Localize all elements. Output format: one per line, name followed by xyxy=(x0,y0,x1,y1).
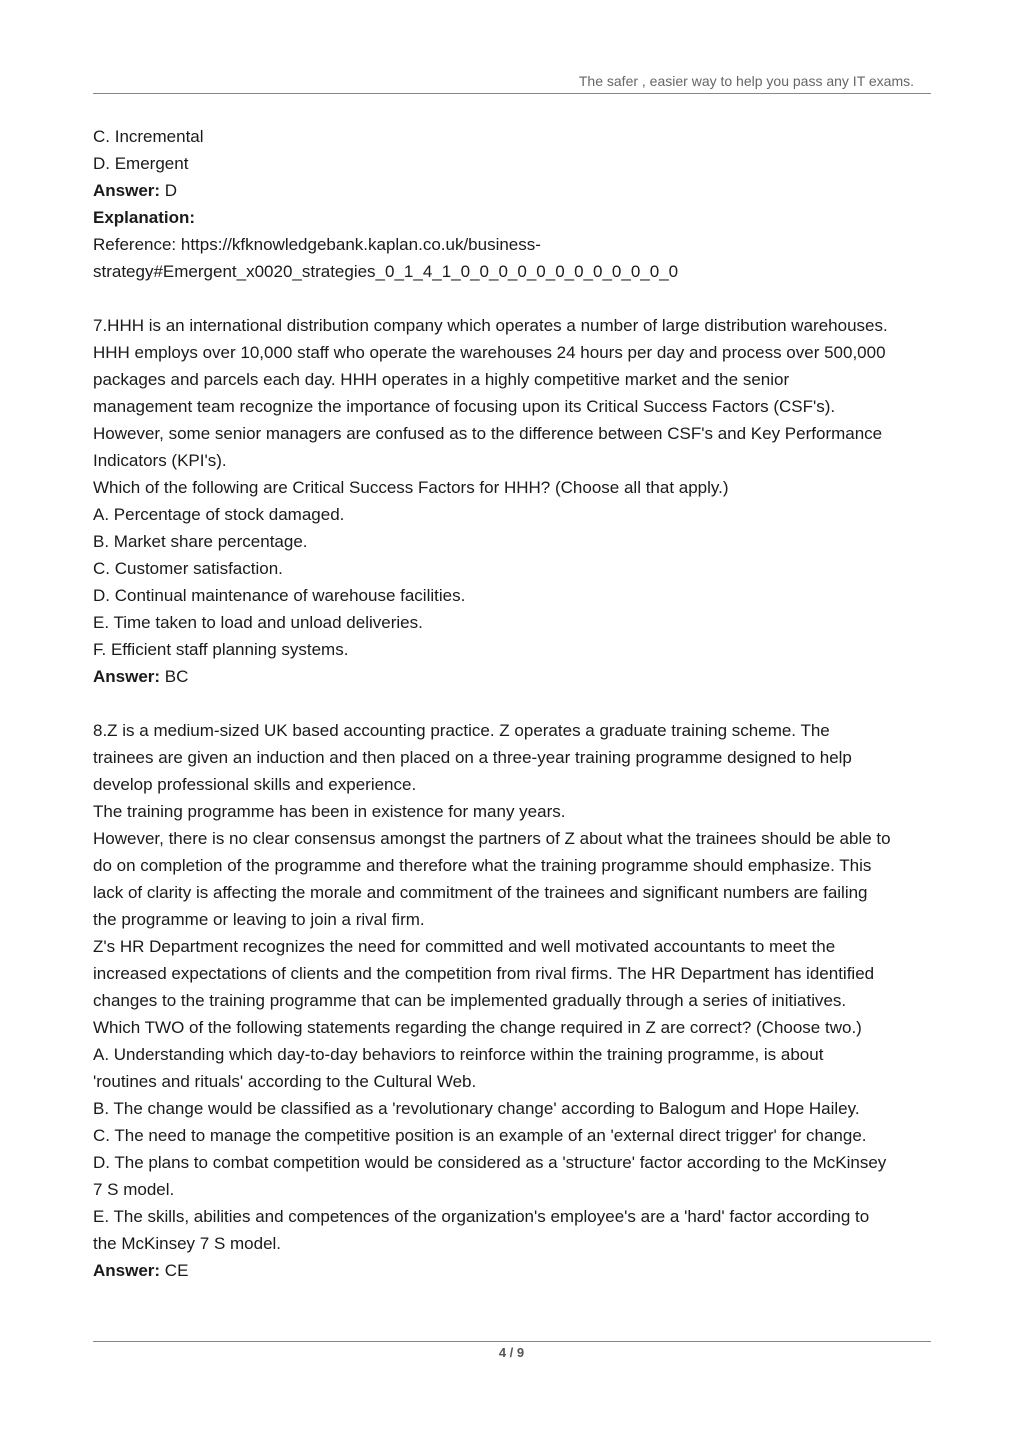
q6-option-c: C. Incremental xyxy=(93,127,204,146)
q7-text-line: HHH employs over 10,000 staff who operate the warehouses 24 hours per day and process over 500,000 xyxy=(93,343,886,362)
header-divider xyxy=(93,93,931,94)
page-number: 4 / 9 xyxy=(498,1345,525,1360)
q7-text-line: However, some senior managers are confused as to the difference between CSF's and Key Performance xyxy=(93,424,883,443)
q7-option: F. Efficient staff planning systems. xyxy=(93,640,349,659)
answer-label: Answer: xyxy=(93,1261,161,1280)
q8-option-line: A. Understanding which day-to-day behaviors to reinforce within the training programme, is about xyxy=(93,1045,824,1064)
q8-text-line: Which TWO of the following statements regarding the change required in Z are correct? (Choose two.) xyxy=(93,1018,862,1037)
q8-option-line: B. The change would be classified as a 'revolutionary change' according to Balogum and Hope Hailey. xyxy=(93,1099,860,1118)
q8-text-line: Z's HR Department recognizes the need for committed and well motivated accountants to meet the xyxy=(93,937,836,956)
q8-text-line: 8.Z is a medium-sized UK based accounting practice. Z operates a graduate training scheme. The xyxy=(93,721,830,740)
answer-value: CE xyxy=(160,1261,189,1280)
q7-text-line: 7.HHH is an international distribution company which operates a number of large distribution warehouses. xyxy=(93,316,888,335)
q6-explanation-label: Explanation: xyxy=(93,208,196,227)
q7-text-line: management team recognize the importance of focusing upon its Critical Success Factors (CSF's). xyxy=(93,397,836,416)
q6-reference-line: strategy#Emergent_x0020_strategies_0_1_4_1_0_0_0_0_0_0_0_0_0_0_0_0 xyxy=(93,262,679,281)
q7-text-line: Which of the following are Critical Success Factors for HHH? (Choose all that apply.) xyxy=(93,478,729,497)
header-tagline: The safer , easier way to help you pass any IT exams. xyxy=(578,73,914,89)
question-7 xyxy=(93,312,938,690)
q7-option: D. Continual maintenance of warehouse facilities. xyxy=(93,586,466,605)
q7-option: A. Percentage of stock damaged. xyxy=(93,505,345,524)
q8-option-line: 'routines and rituals' according to the Cultural Web. xyxy=(93,1072,477,1091)
q8-answer xyxy=(93,1257,938,1284)
q6-reference-line: Reference: https://kfknowledgebank.kaplan.co.uk/business- xyxy=(93,235,541,254)
q8-text-line: develop professional skills and experience. xyxy=(93,775,417,794)
q7-option: B. Market share percentage. xyxy=(93,532,308,551)
answer-value: D xyxy=(160,181,178,200)
q7-text-line: Indicators (KPI's). xyxy=(93,451,227,470)
q8-text-line: The training programme has been in existence for many years. xyxy=(93,802,566,821)
answer-value: BC xyxy=(160,667,189,686)
page-content xyxy=(93,123,938,1284)
q8-text-line: lack of clarity is affecting the morale and commitment of the trainees and significant numbers are failing xyxy=(93,883,868,902)
q8-option-line: 7 S model. xyxy=(93,1180,175,1199)
q8-option-line: E. The skills, abilities and competences of the organization's employee's are a 'hard' factor according to xyxy=(93,1207,870,1226)
q7-answer xyxy=(93,663,938,690)
q8-text-line: changes to the training programme that can be implemented gradually through a series of initiatives. xyxy=(93,991,847,1010)
q8-text-line: the programme or leaving to join a rival firm. xyxy=(93,910,425,929)
q7-option: C. Customer satisfaction. xyxy=(93,559,283,578)
q8-option-line: the McKinsey 7 S model. xyxy=(93,1234,282,1253)
q8-text-line: do on completion of the programme and therefore what the training programme should emphasize. This xyxy=(93,856,872,875)
footer-divider xyxy=(93,1341,931,1342)
question-8 xyxy=(93,717,938,1284)
answer-label: Answer: xyxy=(93,181,161,200)
q7-option: E. Time taken to load and unload deliveries. xyxy=(93,613,423,632)
q6-answer xyxy=(93,177,938,204)
answer-label: Answer: xyxy=(93,667,161,686)
q8-text-line: trainees are given an induction and then placed on a three-year training programme designed to help xyxy=(93,748,852,767)
q8-option-line: D. The plans to combat competition would be considered as a 'structure' factor according to the McKinsey xyxy=(93,1153,887,1172)
q8-text-line: increased expectations of clients and the competition from rival firms. The HR Department has identified xyxy=(93,964,875,983)
q8-option-line: C. The need to manage the competitive position is an example of an 'external direct trigger' for change. xyxy=(93,1126,867,1145)
q6-option-d: D. Emergent xyxy=(93,154,189,173)
q8-text-line: However, there is no clear consensus amongst the partners of Z about what the trainees should be able to xyxy=(93,829,891,848)
q7-text-line: packages and parcels each day. HHH operates in a highly competitive market and the senior xyxy=(93,370,790,389)
